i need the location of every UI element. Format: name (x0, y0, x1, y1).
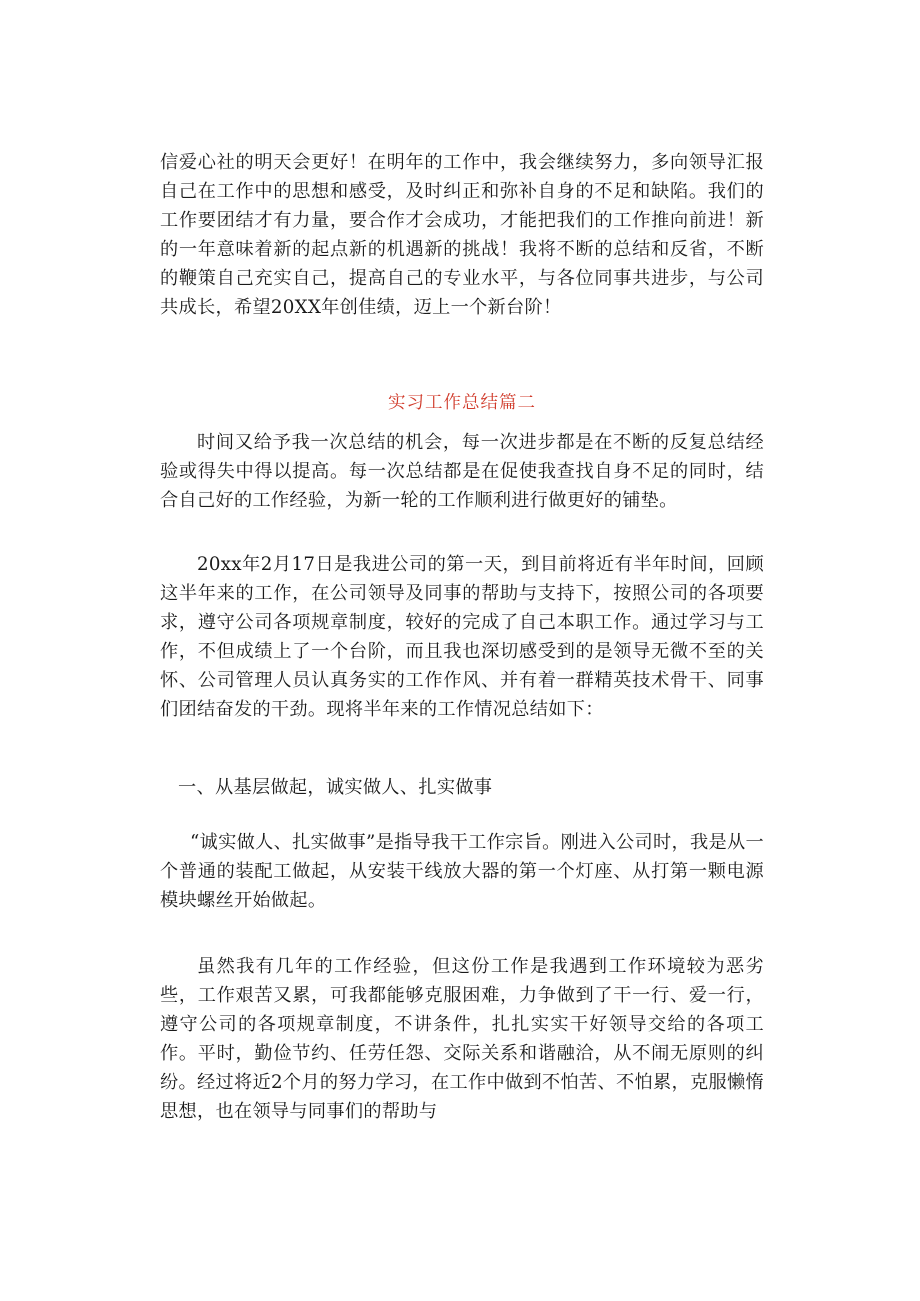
section-heading: 实习工作总结篇二 (388, 393, 536, 413)
paragraph-intro: 时间又给予我一次总结的机会，每一次进步都是在不断的反复总结经验或得失中得以提高。每一次总结都是在促使我查找自身不足的同时，结合自己好的工作经验，为新一轮的工作顺利进行做更好的铺垫。 (160, 432, 764, 511)
paragraph-closing: 信爱心社的明天会更好！在明年的工作中，我会继续努力，多向领导汇报自己在工作中的思想和感受，及时纠正和弥补自身的不足和缺陷。我们的工作要团结才有力量，要合作才会成功，才能把我们的工作推向前进！新的一年意味着新的起点新的机遇新的挑战！我将不断的总结和反省，不断的鞭策自己充实自己，提高自己的专业水平，与各位同事共进步，与公司共成长，希望20XX年创佳绩，迈上一个新台阶！ (160, 152, 764, 318)
subheading-one: 一、从基层做起，诚实做人、扎实做事 (178, 777, 493, 798)
paragraph-overview: 20xx年2月17日是我进公司的第一天，到目前将近有半年时间，回顾这半年来的工作，在公司领导及同事的帮助与支持下，按照公司的各项要求，遵守公司各项规章制度，较好的完成了自己本职工作。通过学习与工作，不但成绩上了一个台阶，而且我也深切感受到的是领导无微不至的关怀、公司管理人员认真务实的工作作风、并有着一群精英技术骨干、同事们团结奋发的干劲。现将半年来的工作情况总结如下： (160, 554, 764, 720)
paragraph-experience: 虽然我有几年的工作经验，但这份工作是我遇到工作环境较为恶劣些，工作艰苦又累，可我都能够克服困难，力争做到了干一行、爱一行，遵守公司的各项规章制度，不讲条件，扎扎实实干好领导交给的各项工作。平时，勤俭节约、任劳任怨、交际关系和谐融洽，从不闹无原则的纠纷。经过将近2个月的努力学习，在工作中做到不怕苦、不怕累，克服懒惰思想，也在领导与同事们的帮助与 (160, 956, 764, 1122)
paragraph-principle: “诚实做人、扎实做事”是指导我干工作宗旨。刚进入公司时，我是从一个普通的装配工做起，从安装干线放大器的第一个灯座、从打第一颗电源模块螺丝开始做起。 (160, 832, 764, 911)
